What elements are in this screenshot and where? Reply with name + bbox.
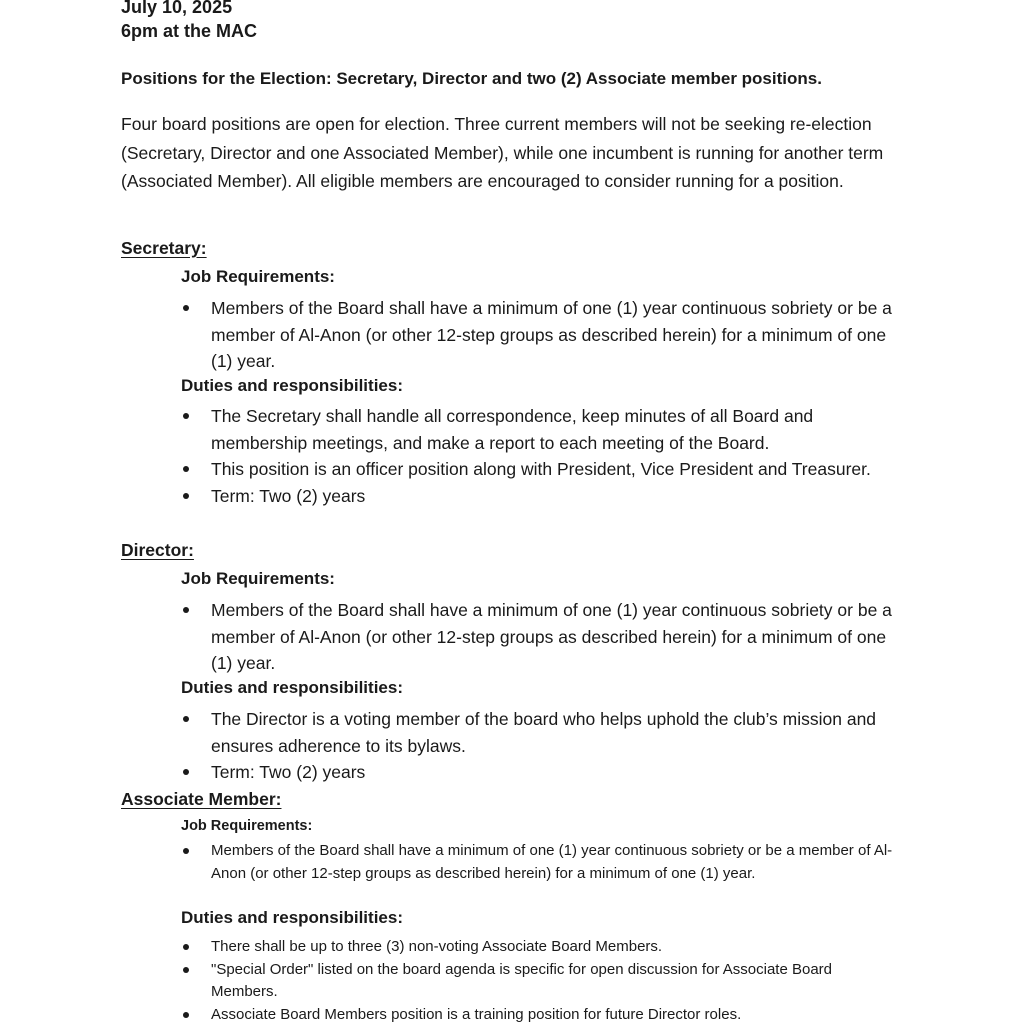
list-item: Members of the Board shall have a minimum of one (1) year continuous sobriety or be a member of Al-Anon (or other 12-step groups as described herein) for a minimum of one (1) year. [181, 597, 901, 677]
associate-duties-list [181, 936, 901, 1026]
list-item: The Secretary shall handle all correspondence, keep minutes of all Board and membership meetings, and make a report to each meeting of the Board. [181, 403, 901, 456]
list-item: Associate Board Members position is a training position for future Director roles. [181, 1004, 901, 1026]
list-item: Members of the Board shall have a minimum of one (1) year continuous sobriety or be a member of Al-Anon (or other 12-step groups as described herein) for a minimum of one (1) year. [181, 295, 901, 375]
election-title: Positions for the Election: Secretary, Director and two (2) Associate member positions. [121, 69, 822, 89]
secretary-job-list [181, 295, 901, 375]
meeting-time-location: 6pm at the MAC [121, 21, 257, 42]
section-heading-director: Director: [121, 540, 194, 561]
meeting-date: July 10, 2025 [121, 0, 232, 18]
list-item: The Director is a voting member of the board who helps uphold the club’s mission and ensures adherence to its bylaws. [181, 706, 901, 759]
list-item: Term: Two (2) years [181, 759, 901, 786]
associate-duties-label: Duties and responsibilities: [181, 908, 403, 928]
list-item: Term: Two (2) years [181, 483, 901, 510]
list-item: "Special Order" listed on the board agenda is specific for open discussion for Associate Board Members. [181, 959, 901, 1004]
secretary-job-requirements-label: Job Requirements: [181, 267, 335, 287]
section-heading-secretary: Secretary: [121, 238, 207, 259]
secretary-duties-list [181, 403, 901, 509]
list-item: This position is an officer position along with President, Vice President and Treasurer. [181, 456, 901, 483]
director-duties-list [181, 706, 901, 786]
intro-paragraph: Four board positions are open for election. Three current members will not be seeking re-election (Secretary, Director and one Associated Member), while one incumbent is running for another term (Associated Member). All eligible members are encouraged to consider running for a position. [121, 110, 911, 196]
director-duties-label: Duties and responsibilities: [181, 678, 403, 698]
list-item: Members of the Board shall have a minimum of one (1) year continuous sobriety or be a member of Al-Anon (or other 12-step groups as described herein) for a minimum of one (1) year. [181, 840, 901, 885]
list-item: There shall be up to three (3) non-voting Associate Board Members. [181, 936, 901, 959]
associate-job-list [181, 840, 901, 885]
director-job-requirements-label: Job Requirements: [181, 569, 335, 589]
section-heading-associate-member: Associate Member: [121, 789, 281, 810]
secretary-duties-label: Duties and responsibilities: [181, 376, 403, 396]
associate-job-requirements-label: Job Requirements: [181, 818, 312, 834]
director-job-list [181, 597, 901, 677]
